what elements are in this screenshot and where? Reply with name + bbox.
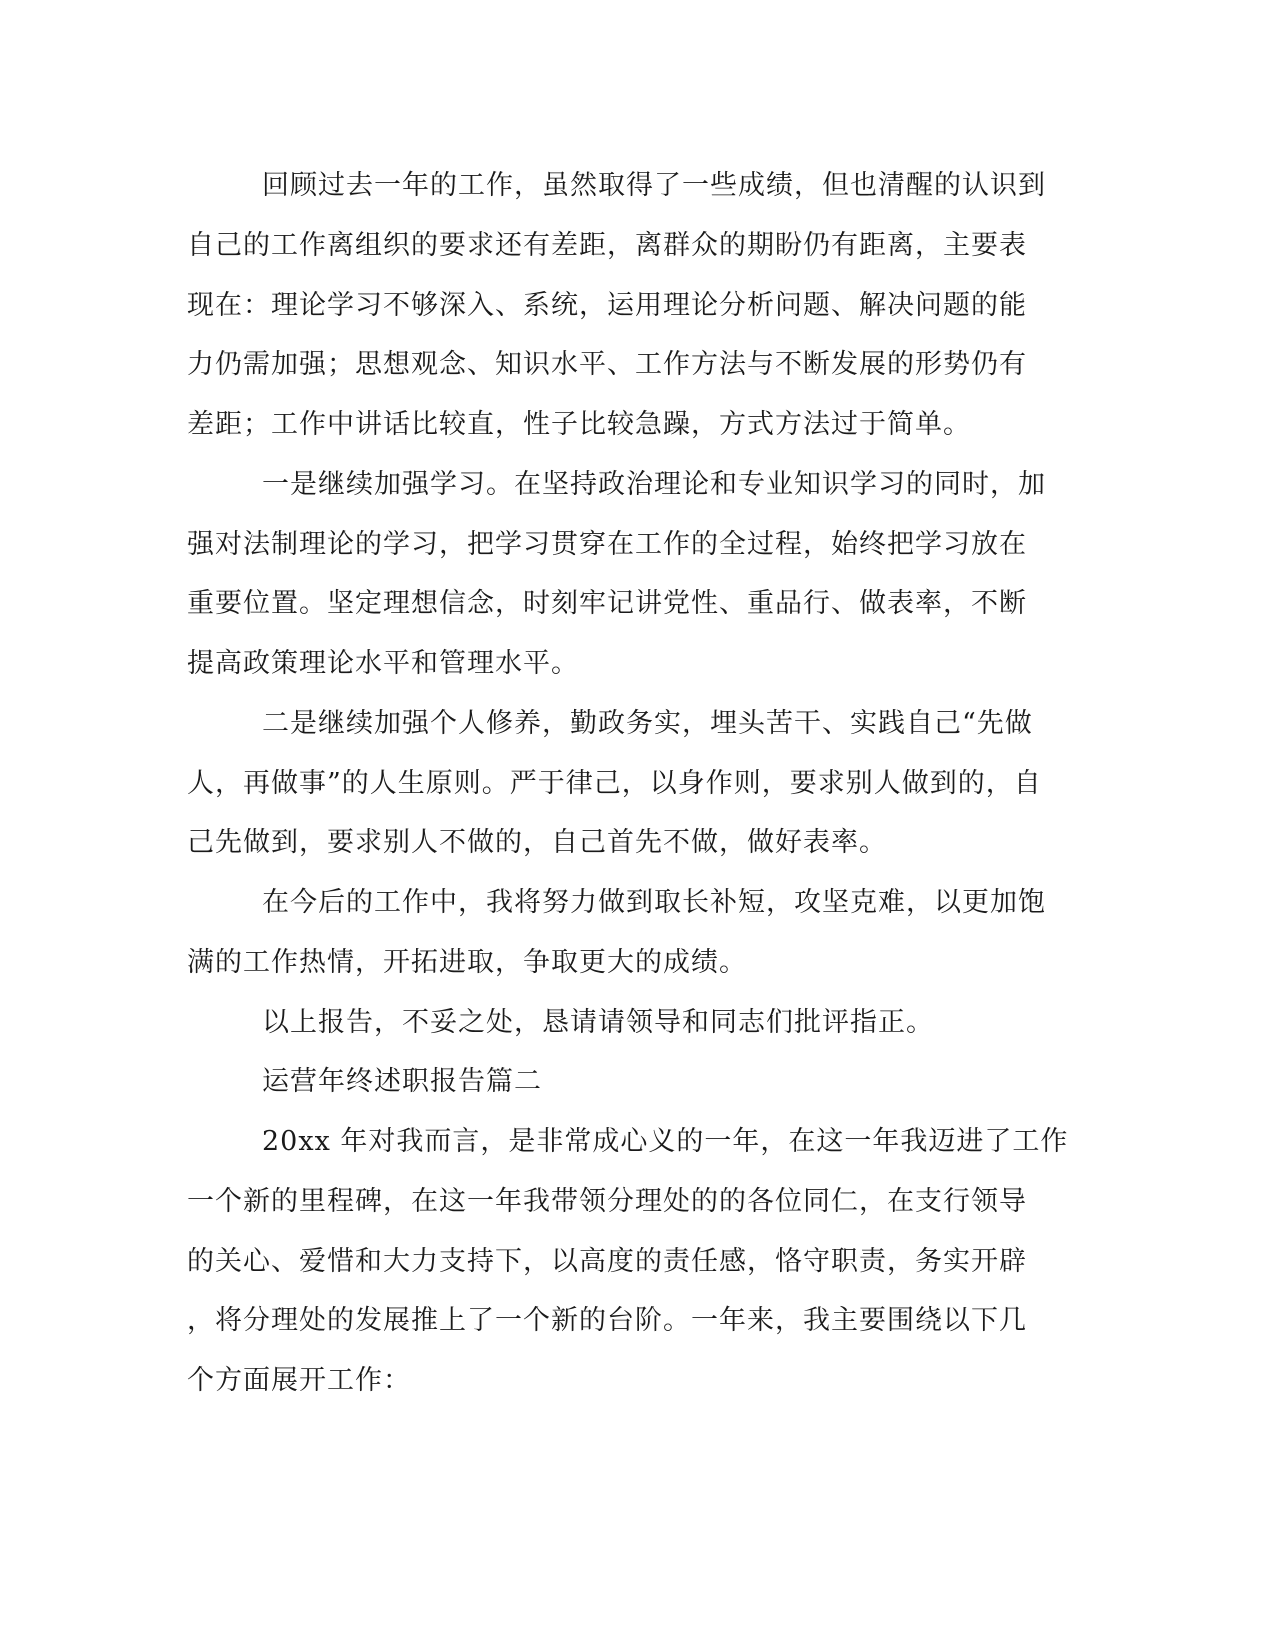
text-line: 差距；工作中讲话比较直，性子比较急躁，方式方法过于简单。: [187, 409, 971, 440]
text-line: 个方面展开工作：: [187, 1365, 411, 1396]
text-line: 强对法制理论的学习，把学习贯穿在工作的全过程，始终把学习放在: [187, 529, 1027, 560]
text-line: 回顾过去一年的工作，虽然取得了一些成绩，但也清醒的认识到: [262, 170, 1046, 201]
text-line: 以上报告，不妥之处，恳请请领导和同志们批评指正。: [262, 1007, 934, 1038]
text-line: 自己的工作离组织的要求还有差距，离群众的期盼仍有距离，主要表: [187, 230, 1027, 261]
section-heading: 运营年终述职报告篇二: [262, 1066, 542, 1097]
text-line: ，将分理处的发展推上了一个新的台阶。一年来，我主要围绕以下几: [187, 1305, 1027, 1336]
text-line: 人，再做事”的人生原则。严于律己，以身作则，要求别人做到的，自: [187, 768, 1042, 799]
text-line: 一是继续加强学习。在坚持政治理论和专业知识学习的同时，加: [262, 469, 1046, 500]
text-line: 重要位置。坚定理想信念，时刻牢记讲党性、重品行、做表率，不断: [187, 588, 1027, 619]
text-line: 提高政策理论水平和管理水平。: [187, 648, 579, 679]
text-line: 现在：理论学习不够深入、系统，运用理论分析问题、解决问题的能: [187, 290, 1027, 321]
text-line: 满的工作热情，开拓进取，争取更大的成绩。: [187, 947, 747, 978]
text-line: 20xx 年对我而言，是非常成心义的一年，在这一年我迈进了工作: [262, 1126, 1069, 1157]
text-line: 的关心、爱惜和大力支持下，以高度的责任感，恪守职责，务实开辟: [187, 1246, 1027, 1277]
text-line: 一个新的里程碑，在这一年我带领分理处的的各位同仁，在支行领导: [187, 1186, 1027, 1217]
text-line: 二是继续加强个人修养，勤政务实，埋头苦干、实践自己“先做: [262, 708, 1033, 739]
text-line: 在今后的工作中，我将努力做到取长补短，攻坚克难，以更加饱: [262, 887, 1046, 918]
text-line: 己先做到，要求别人不做的，自己首先不做，做好表率。: [187, 827, 887, 858]
text-line: 力仍需加强；思想观念、知识水平、工作方法与不断发展的形势仍有: [187, 349, 1027, 380]
